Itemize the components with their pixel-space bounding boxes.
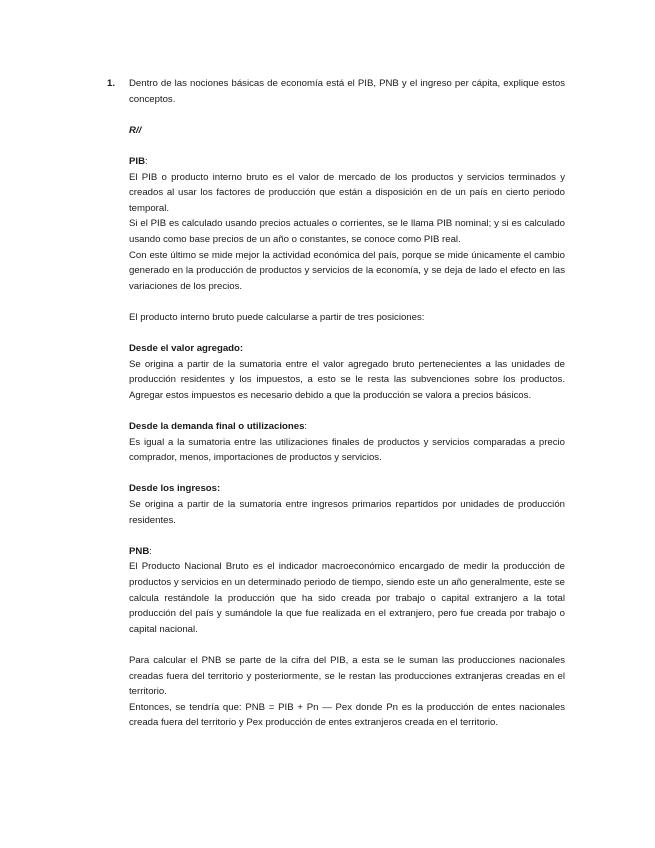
position-text-valor-agregado: Se origina a partir de la sumatoria entre el valor agregado bruto pertenecientes a las unidades de producción residentes y los impuestos, a esto se le resta las subvenciones sobre los productos. Agregar estos impuestos es necesario debido a que la producción se valora a precios básicos.	[129, 358, 565, 401]
position-heading-valor-agregado: Desde el valor agregado:	[129, 343, 244, 355]
document-body	[107, 76, 565, 731]
pnb-heading-colon: :	[149, 545, 152, 557]
question-text: Dentro de las nociones básicas de economía está el PIB, PNB y el ingreso per cápita, explique estos conceptos.	[129, 78, 565, 105]
pnb-paragraph-formula: Entonces, se tendría que: PNB = PIB + Pn — Pex donde Pn es la producción de entes nacionales creada fuera del territorio y Pex producción de entes extranjeros creada en el territorio.	[129, 701, 565, 729]
question-item	[107, 76, 565, 107]
pib-heading-colon: :	[145, 155, 148, 167]
answer-label: R//	[129, 124, 142, 136]
pnb-paragraph-1: El Producto Nacional Bruto es el indicador macroeconómico encargado de medir la producción de productos y servicios en un determinado periodo de tiempo, siendo este un año generalmente, este se calcula restándole la producción que ha sido creada por trabajo o capital extranjero a la total producción del país y sumándole la que fue realizada en el extranjero, pero fue creada por trabajo o capital nacional.	[129, 561, 565, 635]
position-heading-ingresos: Desde los ingresos:	[129, 483, 221, 495]
position-heading-demanda-final	[129, 419, 565, 435]
pib-paragraph-2: Si el PIB es calculado usando precios actuales o corrientes, se le llama PIB nominal; y si es calculado usando como base precios de un año o constantes, se conoce como PIB real.	[129, 218, 565, 245]
position-heading-demanda-final-colon: :	[304, 421, 308, 433]
pnb-heading-text: PNB	[129, 545, 150, 557]
pib-paragraph-3: Con este último se mide mejor la actividad económica del país, porque se mide únicamente el cambio generado en la producción de productos y servicios de la economía, y se deja de lado el efecto en las variaciones de los precios.	[129, 249, 565, 292]
pib-heading	[129, 154, 565, 170]
pnb-heading	[129, 544, 565, 560]
position-text-demanda-final: Es igual a la sumatoria entre las utilizaciones finales de productos y servicios comparadas a precio comprador, menos, importaciones de productos y servicios.	[129, 436, 565, 464]
pib-paragraph-1: El PIB o producto interno bruto es el valor de mercado de los productos y servicios terminados y creados al usar los factores de producción que están a disposición en de un país en cierto periodo temporal.	[129, 171, 565, 214]
pnb-paragraph-2: Para calcular el PNB se parte de la cifra del PIB, a esta se le suman las producciones nacionales creadas fuera del territorio y posteriormente, se le restan las producciones extranjeras creadas en el territorio.	[129, 654, 565, 698]
pib-intro: El producto interno bruto puede calcularse a partir de tres posiciones:	[129, 311, 425, 323]
pib-heading-text: PIB	[129, 155, 145, 167]
position-heading-demanda-final-text: Desde la demanda final o utilizaciones	[129, 421, 305, 433]
position-text-ingresos: Se origina a partir de la sumatoria entre ingresos primarios repartidos por unidades de producción residentes.	[129, 499, 565, 526]
question-number: 1.	[107, 78, 116, 89]
